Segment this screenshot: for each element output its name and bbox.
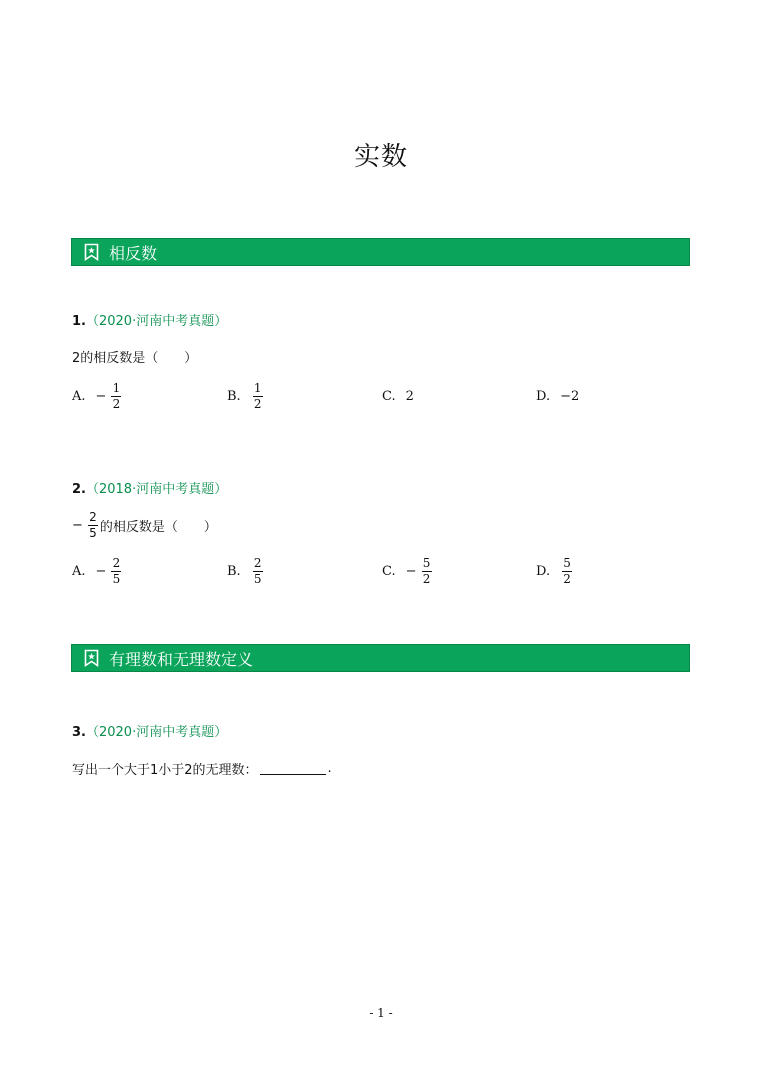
- option-letter: B.: [227, 389, 241, 404]
- section-header-rational-irrational: [71, 644, 690, 672]
- option-letter: C.: [382, 564, 396, 579]
- question-header: [72, 721, 227, 740]
- question-number: 3.: [72, 725, 86, 740]
- fraction: [422, 557, 432, 586]
- fraction: [88, 511, 98, 540]
- minus-sign: −: [405, 564, 417, 579]
- fraction: [111, 557, 121, 586]
- question-source: （2020·河南中考真题）: [85, 725, 228, 740]
- option-c: [382, 557, 434, 586]
- stem-text: 的相反数是（ ）: [99, 520, 217, 535]
- option-value: 2: [405, 389, 414, 404]
- option-letter: A.: [72, 564, 86, 579]
- option-d: [536, 389, 579, 404]
- question-number: 1.: [72, 314, 86, 329]
- option-d: [536, 557, 574, 586]
- denominator: 2: [422, 572, 431, 586]
- option-c: [382, 389, 414, 404]
- page-title: 实数: [353, 142, 408, 172]
- option-a: [72, 382, 123, 411]
- bookmark-star-icon: [84, 649, 99, 667]
- numerator: 1: [112, 381, 121, 395]
- numerator: 5: [563, 556, 571, 570]
- question-header: [72, 478, 227, 497]
- numerator: 2: [89, 510, 97, 524]
- option-letter: B.: [227, 564, 241, 579]
- minus-sign: −: [95, 389, 107, 404]
- option-letter: C.: [382, 389, 396, 404]
- denominator: 2: [253, 397, 262, 411]
- option-letter: D.: [536, 389, 551, 404]
- bookmark-star-icon: [84, 243, 99, 261]
- stem-text: 写出一个大于1小于2的无理数：: [72, 763, 258, 778]
- question-header: [72, 310, 227, 329]
- answer-blank[interactable]: [260, 762, 326, 775]
- option-letter: D.: [536, 564, 551, 579]
- question-number: 2.: [72, 482, 86, 497]
- option-b: [227, 382, 265, 411]
- stem-end: .: [327, 761, 332, 776]
- option-a: [72, 557, 123, 586]
- denominator: 5: [112, 572, 121, 586]
- fraction: [111, 382, 121, 411]
- numerator: 5: [422, 556, 431, 570]
- fraction: [253, 557, 263, 586]
- minus-sign: −: [72, 518, 83, 533]
- question-stem: 2的相反数是（ ）: [72, 351, 198, 366]
- question-stem: [72, 511, 217, 540]
- denominator: 2: [563, 572, 571, 586]
- page-number: - 1 -: [369, 1006, 393, 1020]
- question-source: （2018·河南中考真题）: [85, 482, 228, 497]
- numerator: 1: [253, 381, 262, 395]
- denominator: 5: [253, 572, 262, 586]
- option-letter: A.: [72, 389, 86, 404]
- section-title: 相反数: [109, 243, 158, 263]
- option-b: [227, 557, 265, 586]
- question-stem: [72, 759, 332, 778]
- option-value: −2: [560, 389, 580, 404]
- section-title: 有理数和无理数定义: [109, 649, 254, 669]
- section-header-opposite-numbers: [71, 238, 690, 266]
- fraction: [562, 557, 572, 586]
- question-source: （2020·河南中考真题）: [85, 314, 228, 329]
- numerator: 2: [253, 556, 262, 570]
- denominator: 2: [112, 397, 121, 411]
- numerator: 2: [112, 556, 121, 570]
- minus-sign: −: [95, 564, 107, 579]
- denominator: 5: [89, 526, 97, 540]
- fraction: [253, 382, 263, 411]
